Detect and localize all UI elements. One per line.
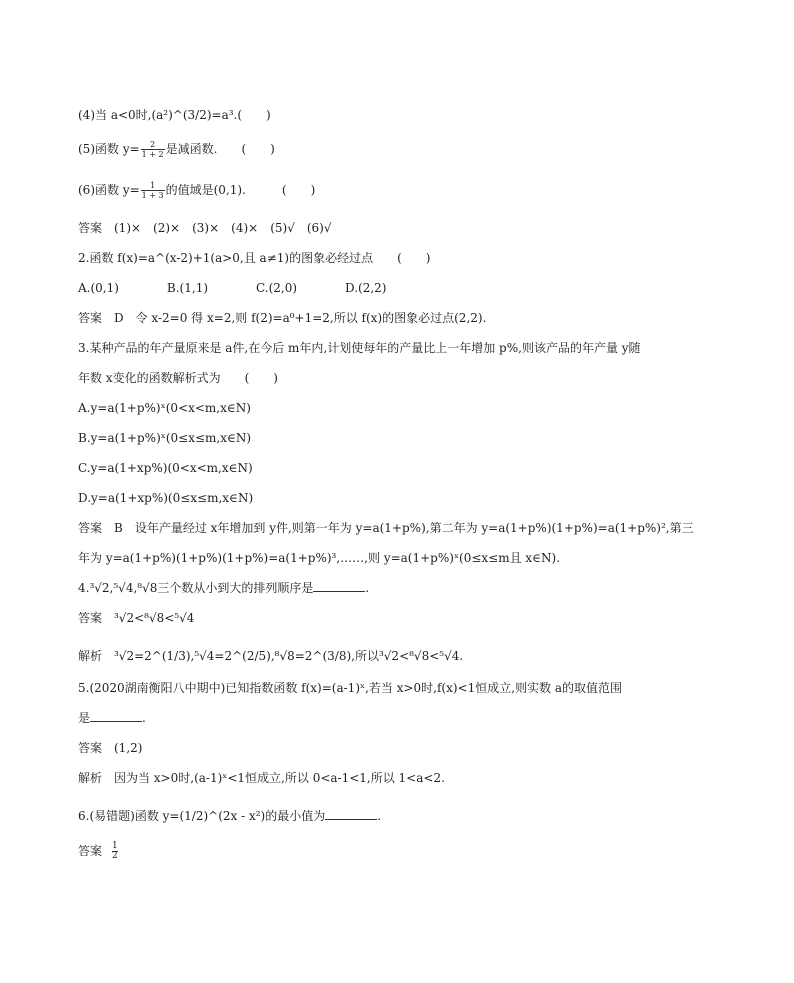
question-3-option-c: C.y=a(1+xp%)(0<x<m,x∈N) — [78, 461, 253, 475]
answer-6-label: 答案 — [78, 844, 103, 858]
q5-denominator: 1 + 2 — [141, 150, 164, 159]
question-3-line-a: 3.某种产品的年产量原来是 a件,在今后 m年内,计划使每年的产量比上一年增加 p%,则该产品的年产量 y随 — [78, 341, 641, 355]
q6-numerator: 1 — [141, 181, 165, 191]
question-4 — [78, 580, 369, 596]
q6-denominator: 1 + 3 — [141, 191, 164, 200]
q6-prefix: (6)函数 y= — [78, 183, 140, 197]
question-5-end: . — [142, 711, 146, 725]
answer-1: 答案 (1)× (2)× (3)× (4)× (5)√ (6)√ — [78, 221, 332, 235]
q5-numerator: 2 — [141, 140, 165, 150]
question-5-text-b: 是 — [78, 711, 91, 725]
question-2-options: A.(0,1) B.(1,1) C.(2,0) D.(2,2) — [78, 281, 387, 295]
q6-suffix: 的值域是(0,1). ( ) — [165, 183, 316, 197]
question-5-line-b — [78, 710, 146, 726]
q6-line — [78, 181, 315, 200]
question-4-end: . — [365, 581, 370, 595]
question-4-blank — [313, 581, 365, 592]
answer-2: 答案 D 令 x-2=0 得 x=2,则 f(2)=a⁰+1=2,所以 f(x)的图象必过点(2,2). — [78, 311, 487, 325]
answer-6 — [78, 842, 118, 861]
question-3-line-b: 年数 x变化的函数解析式为 ( ) — [78, 371, 278, 385]
question-6 — [78, 808, 381, 824]
question-3-option-d: D.y=a(1+xp%)(0≤x≤m,x∈N) — [78, 491, 254, 505]
analysis-5: 解析 因为当 x>0时,(a-1)ˣ<1恒成立,所以 0<a-1<1,所以 1<a<2. — [78, 771, 445, 785]
answer-6-fraction — [112, 842, 118, 861]
question-6-blank — [325, 809, 377, 820]
question-4-text: 4.³√2,⁵√4,⁸√8三个数从小到大的排列顺序是 — [78, 581, 314, 595]
analysis-4: 解析 ³√2=2^(1/3),⁵√4=2^(2/5),⁸√8=2^(3/8),所以³√2<⁸√8<⁵√4. — [78, 649, 464, 663]
answer-3-line-b: 年为 y=a(1+p%)(1+p%)(1+p%)=a(1+p%)³,……,则 y=a(1+p%)ˣ(0≤x≤m且 x∈N). — [78, 551, 561, 565]
q5-line — [78, 140, 275, 159]
answer-6-denominator: 2 — [112, 851, 118, 861]
answer-4: 答案 ³√2<⁸√8<⁵√4 — [78, 611, 195, 625]
q5-fraction — [141, 140, 165, 159]
answer-6-numerator: 1 — [112, 841, 118, 851]
answer-5: 答案 (1,2) — [78, 741, 143, 755]
q4-line: (4)当 a<0时,(a²)^(3/2)=a³.( ) — [78, 108, 271, 122]
question-5-line-a: 5.(2020湖南衡阳八中期中)已知指数函数 f(x)=(a-1)ˣ,若当 x>0时,f(x)<1恒成立,则实数 a的取值范围 — [78, 681, 623, 695]
answer-3-line-a: 答案 B 设年产量经过 x年增加到 y件,则第一年为 y=a(1+p%),第二年为 y=a(1+p%)(1+p%)=a(1+p%)²,第三 — [78, 521, 694, 535]
q5-prefix: (5)函数 y= — [78, 142, 140, 156]
question-6-end: . — [377, 809, 382, 823]
question-3-option-a: A.y=a(1+p%)ˣ(0<x<m,x∈N) — [78, 401, 251, 415]
question-6-text: 6.(易错题)函数 y=(1/2)^(2x - x²)的最小值为 — [78, 809, 326, 823]
q5-suffix: 是减函数. ( ) — [165, 142, 275, 156]
question-5-blank — [90, 711, 142, 722]
question-3-option-b: B.y=a(1+p%)ˣ(0≤x≤m,x∈N) — [78, 431, 252, 445]
question-2: 2.函数 f(x)=a^(x-2)+1(a>0,且 a≠1)的图象必经过点 ( ) — [78, 251, 431, 265]
q6-fraction — [141, 181, 165, 200]
